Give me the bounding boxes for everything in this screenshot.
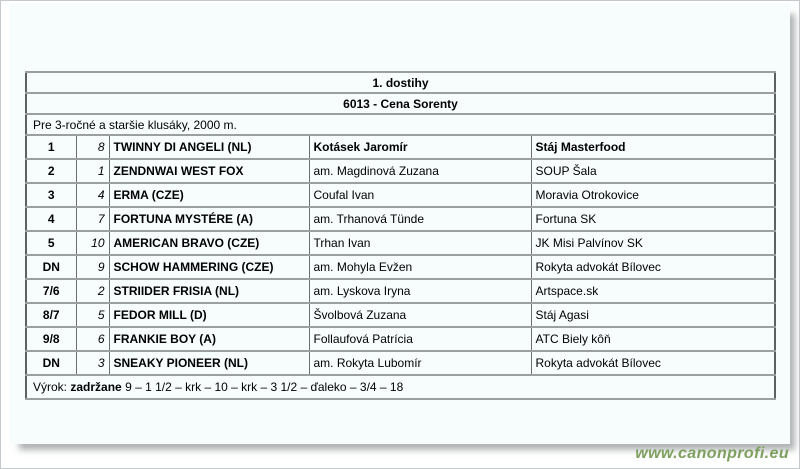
stable-name: JK Misi Palvínov SK bbox=[531, 231, 775, 255]
driver-name: Coufal Ivan bbox=[309, 183, 531, 207]
watermark-url: www.canonprofi.eu bbox=[635, 445, 789, 462]
horse-name: FRANKIE BOY (A) bbox=[109, 327, 309, 351]
driver-name: am. Rokyta Lubomír bbox=[309, 351, 531, 375]
finish-position: 8/7 bbox=[26, 303, 76, 327]
start-number: 10 bbox=[76, 231, 109, 255]
start-number: 9 bbox=[76, 255, 109, 279]
start-number: 2 bbox=[76, 279, 109, 303]
table-row bbox=[26, 114, 775, 135]
horse-name: STRIIDER FRISIA (NL) bbox=[109, 279, 309, 303]
finish-position: 7/6 bbox=[26, 279, 76, 303]
start-number: 4 bbox=[76, 183, 109, 207]
stable-name: SOUP Šala bbox=[531, 159, 775, 183]
table-row bbox=[26, 351, 775, 375]
verdict-label: Výrok: bbox=[33, 380, 68, 394]
table-row bbox=[26, 255, 775, 279]
verdict-distances: 9 – 1 1/2 – krk – 10 – krk – 3 1/2 – ďaleko – 3/4 – 18 bbox=[125, 380, 404, 394]
horse-name: ERMA (CZE) bbox=[109, 183, 309, 207]
table-row bbox=[26, 303, 775, 327]
stable-name: Rokyta advokát Bílovec bbox=[531, 255, 775, 279]
table-row bbox=[26, 135, 775, 159]
horse-name: SNEAKY PIONEER (NL) bbox=[109, 351, 309, 375]
table-row bbox=[26, 93, 775, 114]
finish-position: 4 bbox=[26, 207, 76, 231]
table-row bbox=[26, 279, 775, 303]
driver-name: Trhan Ivan bbox=[309, 231, 531, 255]
finish-position: DN bbox=[26, 351, 76, 375]
horse-name: AMERICAN BRAVO (CZE) bbox=[109, 231, 309, 255]
finish-position: 1 bbox=[26, 135, 76, 159]
stable-name: Stáj Masterfood bbox=[531, 135, 775, 159]
table-row bbox=[26, 207, 775, 231]
horse-name: FORTUNA MYSTÉRE (A) bbox=[109, 207, 309, 231]
stable-name: Moravia Otrokovice bbox=[531, 183, 775, 207]
race-header: 1. dostihy bbox=[26, 72, 775, 93]
horse-name: SCHOW HAMMERING (CZE) bbox=[109, 255, 309, 279]
finish-position: 3 bbox=[26, 183, 76, 207]
race-name: 6013 - Cena Sorenty bbox=[26, 93, 775, 114]
driver-name: Kotásek Jaromír bbox=[309, 135, 531, 159]
stable-name: Artspace.sk bbox=[531, 279, 775, 303]
driver-name: am. Mohyla Evžen bbox=[309, 255, 531, 279]
race-conditions: Pre 3-ročné a staršie klusáky, 2000 m. bbox=[26, 114, 775, 135]
table-row bbox=[26, 72, 775, 93]
finish-position: 5 bbox=[26, 231, 76, 255]
start-number: 7 bbox=[76, 207, 109, 231]
race-results-table bbox=[25, 71, 776, 400]
driver-name: am. Trhanová Tünde bbox=[309, 207, 531, 231]
stable-name: Stáj Agasi bbox=[531, 303, 775, 327]
start-number: 6 bbox=[76, 327, 109, 351]
driver-name: am. Lyskova Iryna bbox=[309, 279, 531, 303]
finish-position: 2 bbox=[26, 159, 76, 183]
start-number: 8 bbox=[76, 135, 109, 159]
horse-name: ZENDNWAI WEST FOX bbox=[109, 159, 309, 183]
table-row bbox=[26, 183, 775, 207]
start-number: 1 bbox=[76, 159, 109, 183]
table-row bbox=[26, 159, 775, 183]
horse-name: TWINNY DI ANGELI (NL) bbox=[109, 135, 309, 159]
verdict-emphasis: zadržane bbox=[70, 380, 122, 394]
table-row bbox=[26, 375, 775, 399]
start-number: 3 bbox=[76, 351, 109, 375]
verdict-line bbox=[26, 375, 775, 399]
driver-name: Follaufová Patrícia bbox=[309, 327, 531, 351]
table-row bbox=[26, 231, 775, 255]
start-number: 5 bbox=[76, 303, 109, 327]
driver-name: am. Magdinová Zuzana bbox=[309, 159, 531, 183]
result-sheet-page bbox=[10, 4, 790, 444]
table-row bbox=[26, 327, 775, 351]
finish-position: DN bbox=[26, 255, 76, 279]
stable-name: Fortuna SK bbox=[531, 207, 775, 231]
stable-name: Rokyta advokát Bílovec bbox=[531, 351, 775, 375]
stable-name: ATC Biely kôň bbox=[531, 327, 775, 351]
horse-name: FEDOR MILL (D) bbox=[109, 303, 309, 327]
driver-name: Švolbová Zuzana bbox=[309, 303, 531, 327]
finish-position: 9/8 bbox=[26, 327, 76, 351]
